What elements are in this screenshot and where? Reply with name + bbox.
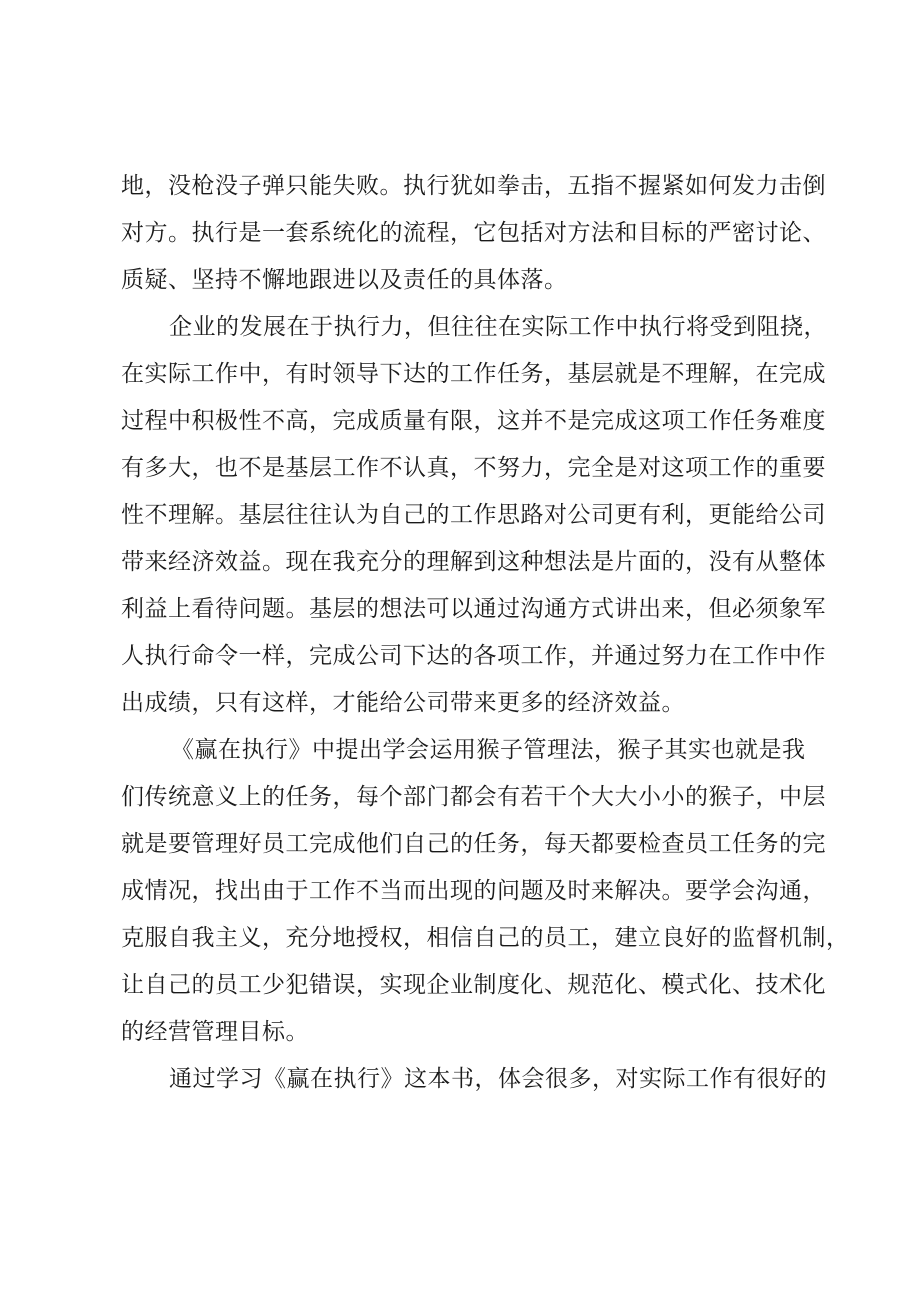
paragraph-line: 有多大，也不是基层工作不认真，不努力，完全是对这项工作的重要 bbox=[121, 455, 826, 481]
paragraph-line: 们传统意义上的任务，每个部门都会有若干个大大小小的猴子，中层 bbox=[121, 784, 826, 810]
paragraph-line: 人执行命令一样，完成公司下达的各项工作，并通过努力在工作中作 bbox=[121, 643, 826, 669]
paragraph-line: 《赢在执行》中提出学会运用猴子管理法，猴子其实也就是我 bbox=[171, 737, 806, 763]
paragraph-line: 性不理解。基层往往认为自己的工作思路对公司更有利，更能给公司 bbox=[121, 502, 826, 528]
paragraph-line: 就是要管理好员工完成他们自己的任务，每天都要检查员工任务的完 bbox=[121, 831, 826, 857]
paragraph-line: 在实际工作中，有时领导下达的工作任务，基层就是不理解，在完成 bbox=[121, 361, 826, 387]
paragraph-3 bbox=[121, 727, 850, 1056]
paragraph-line: 地，没枪没子弹只能失败。执行犹如拳击，五指不握紧如何发力击倒 bbox=[121, 173, 826, 199]
paragraph-line: 质疑、坚持不懈地跟进以及责任的具体落。 bbox=[121, 267, 568, 293]
paragraph-line: 企业的发展在于执行力，但往往在实际工作中执行将受到阻挠， bbox=[169, 314, 827, 340]
document-body bbox=[121, 163, 850, 1103]
paragraph-line: 出成绩，只有这样，才能给公司带来更多的经济效益。 bbox=[121, 690, 685, 716]
paragraph-line: 对方。执行是一套系统化的流程，它包括对方法和目标的严密讨论、 bbox=[121, 220, 826, 246]
paragraph-2 bbox=[121, 304, 827, 727]
paragraph-4 bbox=[121, 1056, 827, 1103]
paragraph-line: 带来经济效益。现在我充分的理解到这种想法是片面的，没有从整体 bbox=[121, 549, 826, 575]
paragraph-line: 的经营管理目标。 bbox=[121, 1019, 309, 1045]
paragraph-1 bbox=[121, 163, 826, 304]
paragraph-line: 利益上看待问题。基层的想法可以通过沟通方式讲出来，但必须象军 bbox=[121, 596, 826, 622]
paragraph-line: 克服自我主义，充分地授权，相信自己的员工，建立良好的监督机制， bbox=[121, 925, 850, 951]
paragraph-line: 成情况，找出由于工作不当而出现的问题及时来解决。要学会沟通， bbox=[121, 878, 826, 904]
paragraph-line: 过程中积极性不高，完成质量有限，这并不是完成这项工作任务难度 bbox=[121, 408, 826, 434]
paragraph-line: 通过学习《赢在执行》这本书，体会很多，对实际工作有很好的 bbox=[169, 1066, 827, 1092]
paragraph-line: 让自己的员工少犯错误，实现企业制度化、规范化、模式化、技术化 bbox=[121, 972, 826, 998]
